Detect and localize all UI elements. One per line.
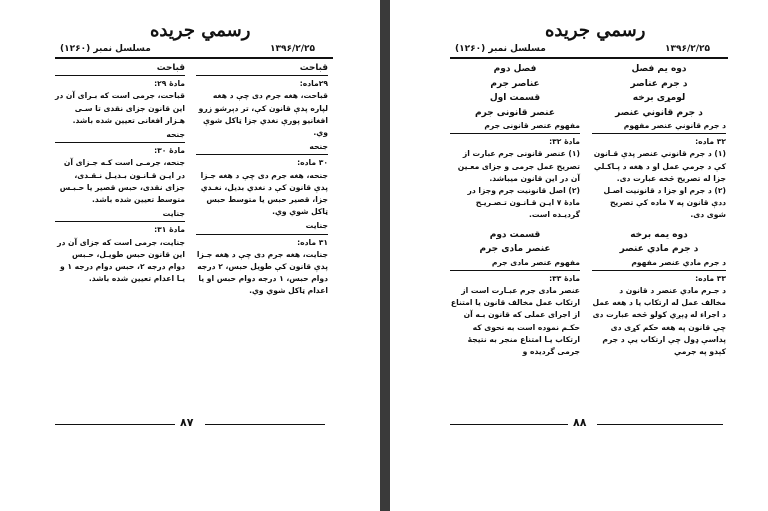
article-text: عنصر مادی جرم عبـارت است از ارتکاب عمل مخالف قانون یا امتناع از اجرای عملی که قانون بـه آن حکـم نموده است به نحوی که ارتکاب یـا امتناع منجر به نتیجهٔ جرمی گردیده و <box>450 286 580 357</box>
serial-number: مسلسل نمبر (۱۲۶۰) <box>455 44 546 54</box>
article-label: مادهٔ ۳۲: <box>549 137 580 147</box>
concept-heading: مفهوم عنصر مادی جرم <box>450 257 580 271</box>
concept-heading: د جرم قانوني عنصر مفهوم <box>592 120 726 134</box>
article-text: جنحه، جرمـی است کـه جـزای آن در ایـن قـانـون بـدیـل نـقـدی، جزای نقدی، حبس قصیر یا حـبـس متوسط تعیین شده باشد. <box>59 158 185 205</box>
article-paragraph: (۱) عنصر قانونی جرم عبارت از تصریح عمل جرمی و جزای معـین آن در این قانون میباشد. <box>457 149 580 183</box>
part-subheading: د جرم مادي عنصر <box>619 244 699 255</box>
article-text: قباحت، هغه جرم دی چې د هغه لپاره پدې قانون کې، تر دېرشو زرو افغانیو پورې نغدي جزا ټاکل شوې وي. <box>198 91 328 138</box>
footer-rule <box>55 424 175 425</box>
gazette-title: رسمي جريده <box>150 20 251 41</box>
footer-rule <box>450 424 568 425</box>
heading-jinayat: جنایت <box>55 208 185 222</box>
footer-rule <box>205 424 325 425</box>
serial-number: مسلسل نمبر (۱۲۶۰) <box>60 44 151 54</box>
pashto-column <box>196 62 328 298</box>
part-subheading: عنصر قانونی جرم <box>474 107 555 118</box>
article-text: جنایت، جرمی است که جزای آن در این قانون حبس طويـل، حـبس دوام درجه ۲، حبس دوام درجه ۱ و یـا اعدام تعیین شده باشد. <box>57 237 185 284</box>
article-text: د جـرم مادي عنصر د قانون د مخالف عمل له ارتکاب یا د هغه عمل د اجراء له ډېږي کولو څخه عبارت دی چې قانون په هغه حکم کړی دی پداسې ډول چې ارتکاب یې د جرم کېدو په جرمي <box>592 286 726 357</box>
article-label: ۳۰ ماده: <box>297 158 328 168</box>
book-spine <box>380 0 390 511</box>
part-heading: قسمت اول <box>489 93 541 103</box>
heading-jinayat: جنايت <box>196 220 328 234</box>
chapter-subheading: عناصر جرم <box>490 78 540 89</box>
part-subheading: د جرم قانوني عنصر <box>615 107 703 118</box>
heading-janha: جنحه <box>55 129 185 143</box>
article-label: ۳۲ ماده: <box>695 137 726 147</box>
part-subheading: عنصر مادی جرم <box>479 244 551 255</box>
header-rule <box>55 57 333 59</box>
heading-janha: جنحه <box>196 141 328 155</box>
page-88 <box>390 0 768 511</box>
concept-heading: مفهوم عنصر قانونی جرم <box>450 120 580 134</box>
issue-date: ۱۳۹۶/۲/۲۵ <box>665 44 711 54</box>
chapter-heading: دوه یم فصل <box>631 64 687 74</box>
article-label: مادهٔ ۳۱: <box>154 225 185 235</box>
article-text: جنايت، هغه جرم دی چې د هغه جـزا پدې قانون کې طويل حبس، ۲ درجه دوام حبس، ۱ درجه دوام حبس او يا اعدام ټاکل شوي وي. <box>196 249 328 296</box>
page-87 <box>0 0 380 511</box>
concept-heading: د جرم مادي عنصر مفهوم <box>592 257 726 271</box>
part-heading: قسمت دوم <box>489 229 541 240</box>
footer-rule <box>597 424 723 425</box>
article-text: جنحه، هغه جرم دی چې د هغه جـزا پدې قانون کې د نغدي بديل، نغـدي جزا، قصير حبس يا متوسط حبس ټاکل شوي وي. <box>200 170 328 217</box>
chapter-heading: فصل دوم <box>493 64 537 74</box>
page-number: ۸۸ <box>573 416 587 429</box>
dari-column <box>55 62 185 285</box>
part-heading: لومړی برخه <box>632 93 686 103</box>
article-paragraph: (۲) اصل قانونیت جرم وجزا در مادهٔ ۷ ایـن قـانـون تـصـریـح گردیـده است. <box>467 186 580 220</box>
heading-qabahat: قباحت <box>196 62 328 76</box>
gazette-title: رسمي جريده <box>545 20 646 41</box>
dari-column <box>450 62 580 358</box>
article-label: مادهٔ ۳۳: <box>549 273 580 283</box>
article-label: ۳۳ ماده: <box>695 273 726 283</box>
article-label: ۲۹ماده: <box>299 79 328 89</box>
part-heading: دوه یمه برخه <box>630 229 688 240</box>
article-text: قباحت، جرمی است که بـرای آن در این قانون جزای نقدی تا سـی هـزار افغانی تعیین شده باشد. <box>55 91 185 125</box>
article-label: مادهٔ ۳۰: <box>154 146 185 156</box>
article-label: ۳۱ ماده: <box>297 237 328 247</box>
chapter-subheading: د جرم عناصر <box>630 78 688 89</box>
article-label: مادهٔ ۲۹: <box>154 79 185 89</box>
issue-date: ۱۳۹۶/۲/۲۵ <box>270 44 316 54</box>
pashto-column <box>592 62 726 358</box>
article-paragraph: (۱) د جرم قانوني عنصر پدې قـانون کې د جرمي عمل او د هغه د پـاکـلي جزا له تصریح څخه عبارت دی. <box>593 149 726 183</box>
heading-qabahat: قباحت <box>55 62 185 76</box>
header-rule <box>450 57 728 59</box>
article-paragraph: (۲) د جرم او جزا د قانونیت اصـل ددې قانون په ۷ ماده کې تصریح شوی دی. <box>603 186 726 220</box>
page-number: ۸۷ <box>180 416 194 429</box>
